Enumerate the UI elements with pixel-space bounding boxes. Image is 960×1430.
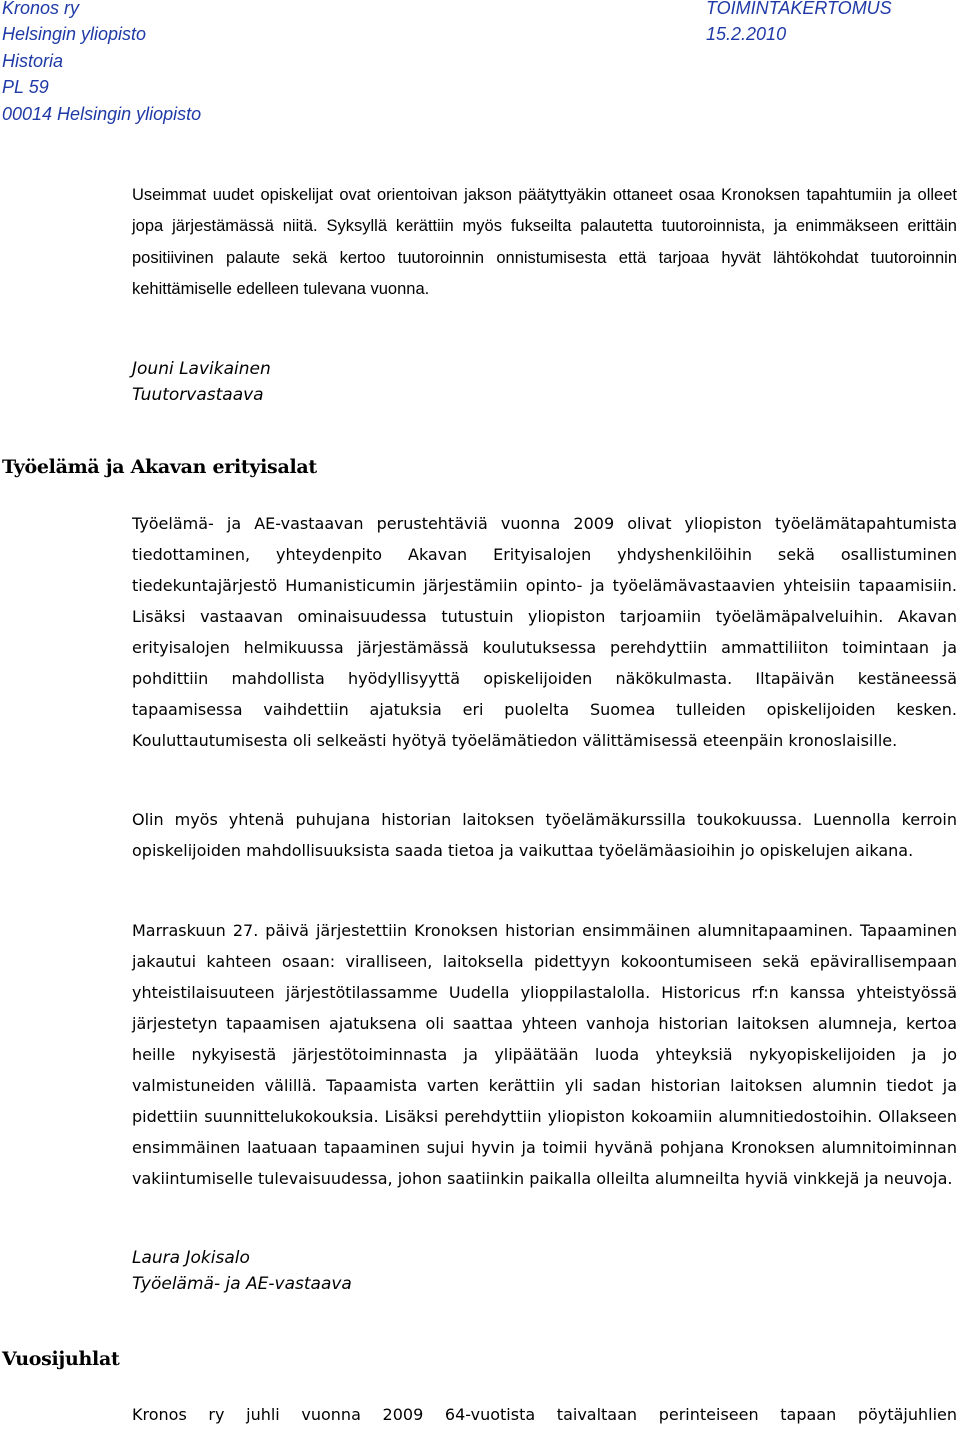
document-type: TOIMINTAKERTOMUS	[706, 0, 892, 18]
university-name: Helsingin yliopisto	[2, 24, 147, 44]
worklife-paragraph-1	[132, 508, 957, 756]
worklife-heading: Työelämä ja Akavan erityisalat	[2, 456, 317, 478]
po-box: PL 59	[2, 77, 49, 97]
anniversary-paragraph	[132, 1399, 957, 1430]
postal-address: 00014 Helsingin yliopisto	[2, 104, 202, 124]
worklife-signer-name: Laura Jokisalo	[132, 1248, 250, 1268]
tutor-signer-name: Jouni Lavikainen	[132, 359, 271, 379]
anniversary-paragraph-text: Kronos ry juhli vuonna 2009 64-vuotista taivaltaan perinteiseen tapaan pöytäjuhlien	[132, 1405, 957, 1424]
worklife-signer-role: Työelämä- ja AE-vastaava	[132, 1274, 352, 1294]
org-name: Kronos ry	[2, 0, 80, 18]
tutor-paragraph-text: Useimmat uudet opiskelijat ovat orientoivan jakson päätyttyäkin ottaneet osaa Kronoksen tapahtumiin ja olleet jopa järjestämässä niitä. Syksyllä kerättiin myös fukseilta palautetta tuutoroinnista, ja enimmäkseen erittäin positiivinen palaute sekä kertoo tuutoroinnin onnistumisesta että tarjoaa hyvät lähtökohdat tuutoroinnin kehittämiselle edelleen tulevana vuonna.	[132, 186, 957, 298]
worklife-paragraph-1-text: Työelämä- ja AE-vastaavan perustehtäviä vuonna 2009 olivat yliopiston työelämätapahtumista tiedottaminen, yhteydenpito Akavan Erityisalojen yhdyshenkilöihin sekä osallistuminen tiedekuntajärjestö Humanisticumin järjestämiin opinto- ja työelämävastaavien yhteisiin tapaamisiin. Lisäksi vastaavan ominaisuudessa tutustuin yliopiston tarjoamiin työelämäpalveluihin. Akavan erityisalojen helmikuussa järjestämässä koulutuksessa perehdyttiin ammattiliiton toimintaan ja pohdittiin mahdollista hyödyllisyyttä opiskelijoiden näkökulmasta. Iltapäivän kestäneessä tapaamisessa vaihdettiin ajatuksia eri puolelta Suomea tulleiden opiskelijoiden kesken. Kouluttautumisesta oli selkeästi hyötyä työelämätiedon välittämisessä eteenpäin kronoslaisille.	[132, 514, 957, 750]
tutor-signer-role: Tuutorvastaava	[132, 385, 264, 405]
department-name: Historia	[2, 51, 64, 71]
worklife-paragraph-3-text: Marraskuun 27. päivä järjestettiin Kronoksen historian ensimmäinen alumnitapaaminen. Tapaaminen jakautui kahteen osaan: viralliseen, laitoksella pidettyyn kokoontumiseen sekä epävirallisempaan yhteistilaisuuteen järjestötilassamme Uudella ylioppilastalolla. Historicus rf:n kanssa yhteistyössä järjestetyn tapaamisen ajatuksena oli saattaa yhteen vanhoja historian laitoksen alumneja, kertoa heille nykyisestä järjestötoiminnasta ja ylipäätään luoda yhteyksiä nykyopiskelijoiden ja jo valmistuneiden välillä. Tapaamista varten kerättiin yli sadan historian laitoksen alumnin tiedot ja pidettiin suunnittelukokouksia. Lisäksi perehdyttiin yliopiston kokoamiin alumnitiedostoihin. Ollakseen ensimmäinen laatuaan tapaaminen sujui hyvin ja toimii hyvänä pohjana Kronoksen alumnitoiminnan vakiintumiselle tulevaisuudessa, johon saatiinkin paikalla olleilta alumneilta hyviä vinkkejä ja neuvoja.	[132, 921, 957, 1188]
tutor-paragraph	[132, 180, 957, 305]
worklife-paragraph-3	[132, 915, 957, 1194]
anniversary-heading: Vuosijuhlat	[2, 1348, 120, 1370]
worklife-paragraph-2-text: Olin myös yhtenä puhujana historian laitoksen työelämäkurssilla toukokuussa. Luennolla kerroin opiskelijoiden mahdollisuuksista saada tietoa ja vaikuttaa työelämäasioihin jo opiskelujen aikana.	[132, 810, 957, 860]
document-date: 15.2.2010	[706, 24, 787, 44]
worklife-paragraph-2	[132, 804, 957, 866]
